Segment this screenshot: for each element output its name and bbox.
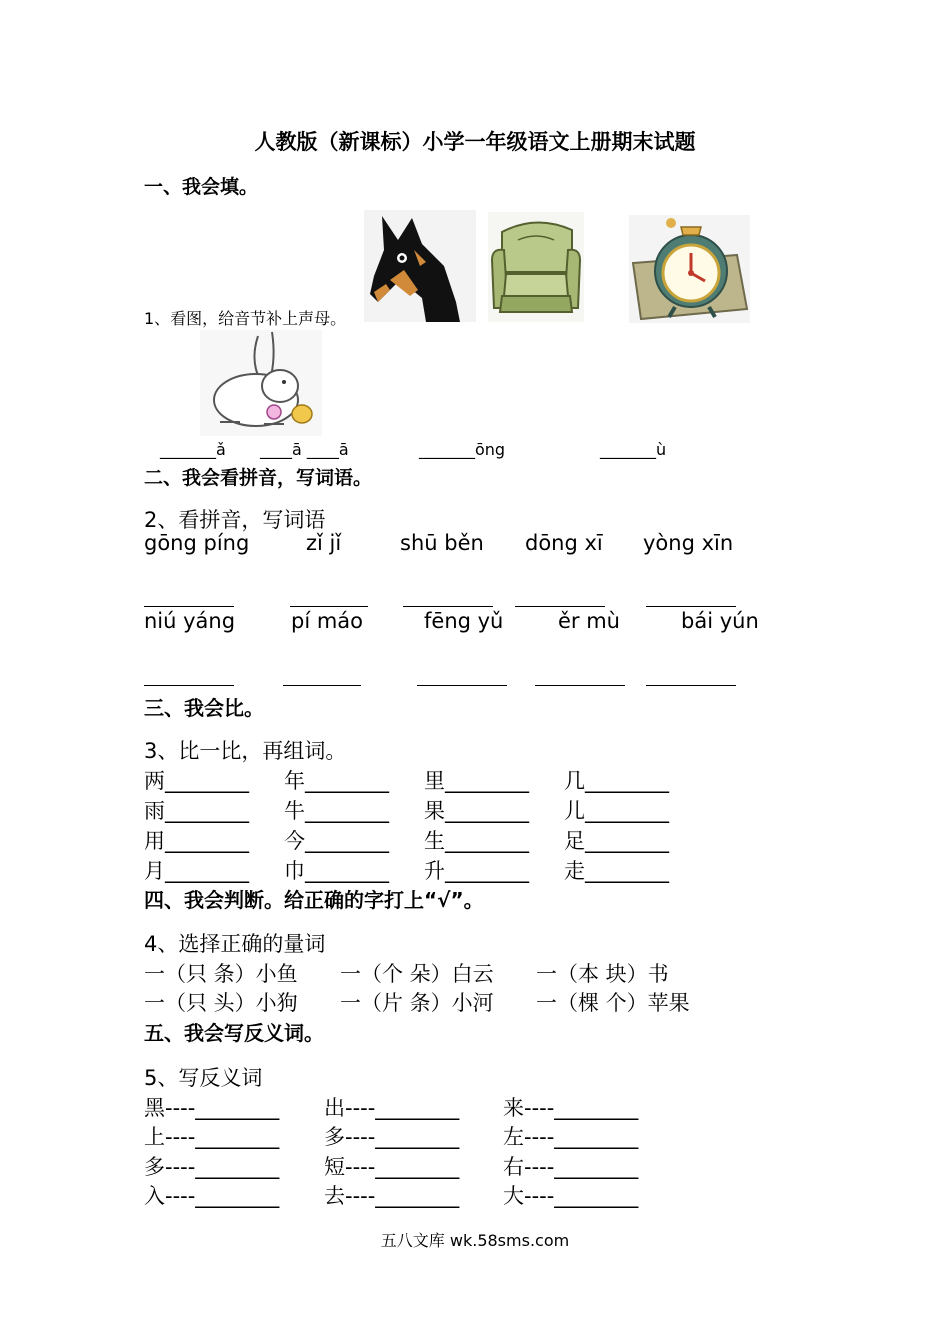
compare-item: 几________: [564, 769, 669, 793]
pinyin-item: dōng xī: [525, 531, 603, 555]
pinyin-item: gōng píng: [144, 531, 250, 555]
section5-heading: 五、我会写反义词。: [144, 1021, 324, 1045]
answer-line: [417, 685, 507, 686]
section3-heading: 三、我会比。: [144, 696, 264, 720]
pinyin-item: fēng yǔ: [424, 609, 504, 633]
compare-item: 生________: [424, 829, 529, 853]
measure-item: 一（本 块）书: [536, 962, 669, 986]
antonym-item: 短----________: [324, 1155, 460, 1179]
question-1: 1、看图，给音节补上声母。: [144, 309, 347, 328]
rabbit-picture: [200, 330, 322, 436]
compare-item: 年________: [284, 769, 389, 793]
answer-line: [535, 685, 625, 686]
armchair-picture: [488, 212, 584, 322]
compare-item: 今________: [284, 829, 389, 853]
antonym-item: 左----________: [503, 1125, 639, 1149]
answer-line: [403, 606, 493, 607]
measure-item: 一（片 条）小河: [340, 991, 494, 1015]
antonym-item: 多----________: [144, 1155, 280, 1179]
compare-item: 巾________: [284, 859, 389, 883]
question-3: 3、比一比，再组词。: [144, 739, 347, 763]
antonym-item: 来----________: [503, 1096, 639, 1120]
antonym-item: 上----________: [144, 1125, 280, 1149]
blank-2: ____ā ____ā: [260, 440, 349, 459]
pinyin-item: ěr mù: [558, 609, 620, 633]
compare-item: 儿________: [564, 799, 669, 823]
footer-watermark: 五八文库 wk.58sms.com: [380, 1231, 570, 1250]
antonym-item: 去----________: [324, 1184, 460, 1208]
measure-item: 一（个 朵）白云: [340, 962, 494, 986]
measure-item: 一（棵 个）苹果: [536, 991, 690, 1015]
answer-line: [144, 606, 234, 607]
section2-heading: 二、我会看拼音，写词语。: [144, 467, 373, 489]
question-5: 5、写反义词: [144, 1066, 263, 1090]
antonym-item: 右----________: [503, 1155, 639, 1179]
blank-4: _______ù: [600, 440, 667, 459]
question-4: 4、选择正确的量词: [144, 932, 326, 956]
antonym-item: 黑----________: [144, 1096, 280, 1120]
answer-line: [646, 606, 736, 607]
compare-item: 两________: [144, 769, 249, 793]
antonym-item: 多----________: [324, 1125, 460, 1149]
alarm-clock-picture: [629, 215, 750, 323]
answer-line: [290, 606, 368, 607]
pinyin-item: pí máo: [291, 609, 364, 633]
section1-heading: 一、我会填。: [144, 176, 259, 198]
measure-item: 一（只 头）小狗: [144, 991, 298, 1015]
antonym-item: 入----________: [144, 1184, 280, 1208]
horse-picture: [364, 210, 476, 322]
compare-item: 牛________: [284, 799, 389, 823]
compare-item: 足________: [564, 829, 669, 853]
pinyin-item: bái yún: [681, 609, 759, 633]
compare-item: 雨________: [144, 799, 249, 823]
antonym-item: 大----________: [503, 1184, 639, 1208]
blank-3: _______ōng: [419, 440, 506, 459]
compare-item: 月________: [144, 859, 249, 883]
pinyin-item: niú yáng: [144, 609, 236, 633]
question-2: 2、看拼音，写词语: [144, 508, 326, 532]
answer-line: [283, 685, 361, 686]
compare-item: 果________: [424, 799, 529, 823]
compare-item: 升________: [424, 859, 529, 883]
answer-line: [144, 685, 234, 686]
pinyin-item: zǐ jǐ: [306, 531, 342, 555]
compare-item: 里________: [424, 769, 529, 793]
section4-heading: 四、我会判断。给正确的字打上“√”。: [144, 888, 484, 912]
blank-1: _______ǎ: [160, 440, 226, 459]
antonym-item: 出----________: [324, 1096, 460, 1120]
pinyin-item: yòng xīn: [643, 531, 734, 555]
compare-item: 用________: [144, 829, 249, 853]
answer-line: [515, 606, 605, 607]
answer-line: [646, 685, 736, 686]
page-title: 人教版（新课标）小学一年级语文上册期末试题: [254, 130, 696, 154]
pinyin-item: shū běn: [400, 531, 484, 555]
compare-item: 走________: [564, 859, 669, 883]
measure-item: 一（只 条）小鱼: [144, 962, 298, 986]
